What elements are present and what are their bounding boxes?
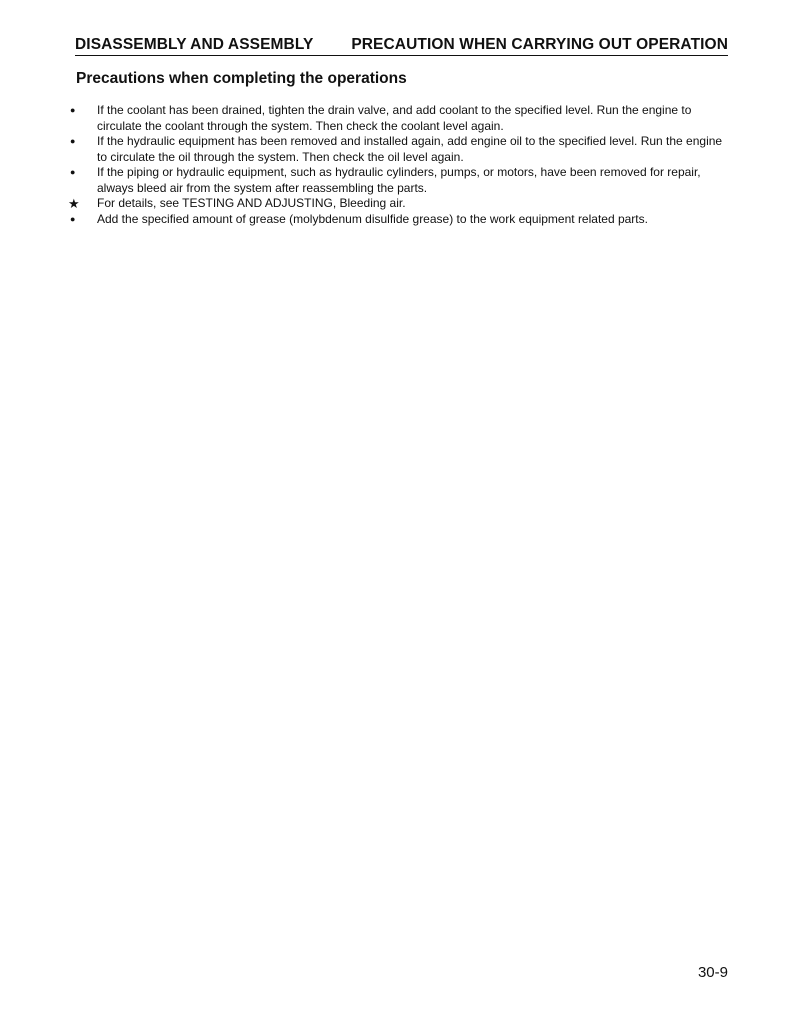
header-chapter-title: DISASSEMBLY AND ASSEMBLY	[75, 36, 314, 53]
list-item	[68, 134, 730, 165]
list-item-text: Add the specified amount of grease (molybdenum disulfide grease) to the work equipment related parts.	[97, 211, 648, 226]
star-icon: ★	[68, 196, 80, 211]
section-heading: Precautions when completing the operations	[76, 70, 407, 87]
list-item	[68, 165, 730, 196]
bullet-icon: ●	[70, 167, 76, 177]
page-number: 30-9	[697, 964, 728, 981]
list-item	[68, 103, 730, 134]
precautions-list	[68, 103, 730, 227]
note-text: For details, see TESTING AND ADJUSTING, Bleeding air.	[97, 196, 406, 210]
header-section-title: PRECAUTION WHEN CARRYING OUT OPERATION	[351, 36, 728, 53]
bullet-icon: ●	[70, 105, 76, 115]
bullet-icon: ●	[70, 136, 76, 146]
list-item	[68, 212, 730, 228]
list-item-text: If the piping or hydraulic equipment, such as hydraulic cylinders, pumps, or motors, have been removed for repair, always bleed air from the system after reassembling the parts.	[97, 165, 701, 195]
page-header	[75, 35, 728, 56]
bullet-icon: ●	[70, 213, 76, 224]
list-item-note	[68, 196, 730, 212]
list-item-text: If the hydraulic equipment has been removed and installed again, add engine oil to the specified level. Run the engine to circulate the oil through the system. Then check the oil level again.	[97, 134, 723, 164]
list-item-text: If the coolant has been drained, tighten the drain valve, and add coolant to the specified level. Run the engine to circulate the coolant through the system. Then check the coolant level again.	[97, 103, 692, 133]
